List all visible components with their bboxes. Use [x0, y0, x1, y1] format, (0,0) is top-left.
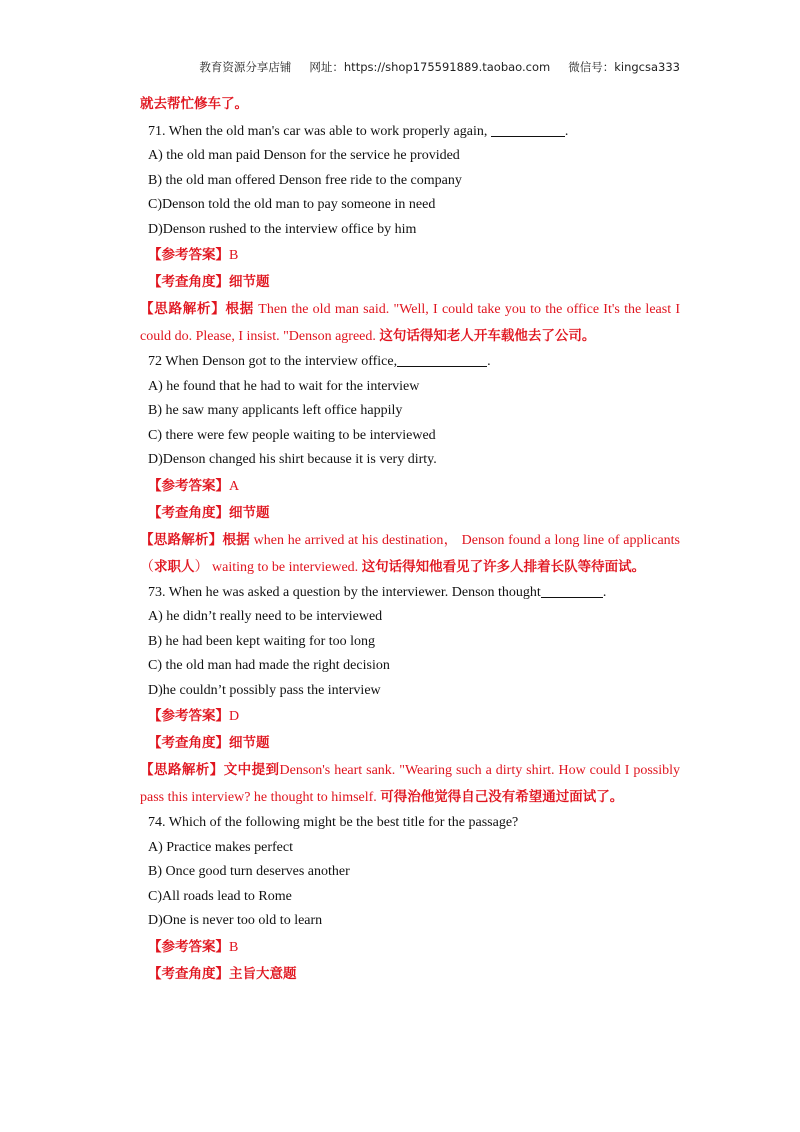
option-c: C) there were few people waiting to be interviewed [148, 427, 436, 443]
angle-line: 【考查角度】主旨大意题 [148, 965, 297, 982]
wechat-id: kingcsa333 [614, 60, 680, 74]
answer-line: 【参考答案】B [148, 247, 239, 263]
shop-name: 教育资源分享店铺 [199, 60, 292, 74]
question-74 [122, 811, 680, 988]
option-b: B) he saw many applicants left office happily [148, 403, 403, 418]
option-d: D)he couldn’t possibly pass the interview [148, 682, 381, 698]
question-stem: 71. When the old man's car was able to work properly again, . [148, 123, 569, 139]
wechat-label: 微信号： [568, 60, 615, 74]
document-body [122, 92, 680, 988]
question-71 [122, 120, 680, 351]
answer-blank [397, 352, 487, 367]
answer-blank [491, 122, 565, 137]
option-d: D)Denson rushed to the interview office by him [148, 221, 417, 237]
option-b: B) he had been kept waiting for too long [148, 633, 376, 649]
analysis: 【思路解析】文中提到Denson's heart sank. "Wearing such a dirty shirt. How could I possibly pass this interview? he thought to himself. 可得治他觉得自己没有希望通过面试了。 [140, 762, 681, 805]
option-a: A) he found that he had to wait for the interview [148, 378, 420, 394]
option-c: C)All roads lead to Rome [148, 888, 292, 904]
option-a: A) the old man paid Denson for the service he provided [148, 148, 460, 163]
analysis: 【思路解析】根据 when he arrived at his destination， Denson found a long line of applicants（求职人） waiting to be interviewed. 这句话得知他看见了许多人排着长队等待面试。 [140, 531, 681, 575]
angle-line: 【考查角度】细节题 [148, 735, 270, 751]
option-b: B) Once good turn deserves another [148, 864, 350, 879]
answer-line: 【参考答案】D [148, 708, 240, 724]
question-stem: 73. When he was asked a question by the interviewer. Denson thought . [148, 584, 607, 600]
angle-line: 【考查角度】细节题 [148, 504, 270, 521]
option-a: A) he didn’t really need to be interviewed [148, 609, 383, 624]
answer-line: 【参考答案】A [148, 477, 240, 494]
intro-tail: 就去帮忙修车了。 [140, 96, 248, 112]
option-d: D)One is never too old to learn [148, 913, 323, 928]
url-label: 网址： [309, 60, 344, 74]
option-b: B) the old man offered Denson free ride to the company [148, 172, 462, 188]
answer-blank [541, 583, 603, 598]
page-header [0, 59, 680, 75]
answer-line: 【参考答案】B [148, 938, 239, 955]
analysis: 【思路解析】根据 Then the old man said. "Well, I could take you to the office It's the least I could do. Please, I insist. "Denson agreed. 这句话得知老人开车载他去了公司。 [140, 301, 681, 344]
shop-url[interactable]: https://shop175591889.taobao.com [343, 60, 551, 74]
question-73 [122, 581, 680, 812]
angle-line: 【考查角度】细节题 [148, 274, 270, 290]
option-d: D)Denson changed his shirt because it is very dirty. [148, 452, 437, 467]
option-c: C) the old man had made the right decision [148, 658, 390, 673]
option-c: C)Denson told the old man to pay someone in need [148, 197, 436, 212]
option-a: A) Practice makes perfect [148, 839, 293, 855]
question-stem: 74. Which of the following might be the best title for the passage? [148, 815, 519, 830]
question-stem: 72 When Denson got to the interview office, . [148, 354, 491, 369]
question-72 [122, 350, 680, 581]
